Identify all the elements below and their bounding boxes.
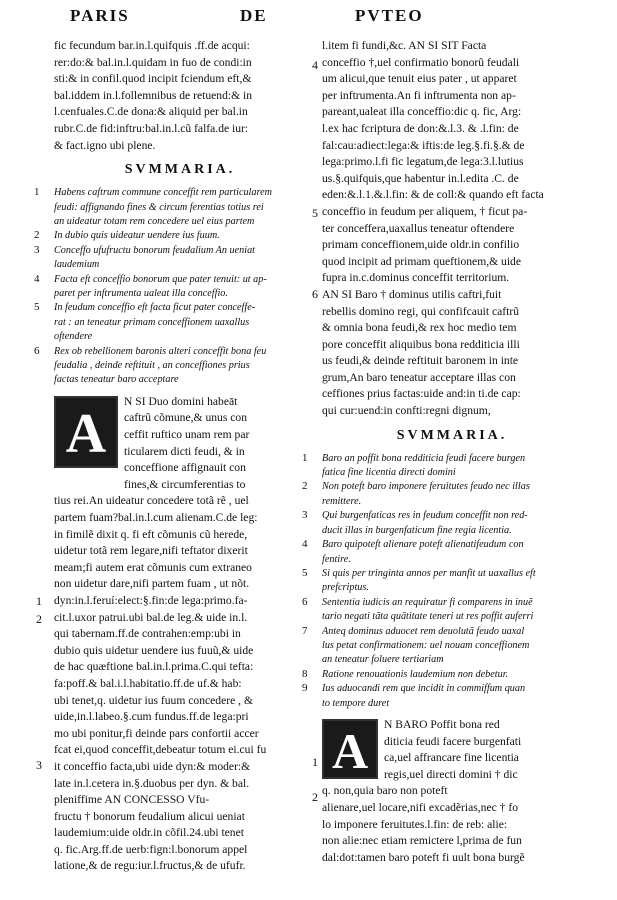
text-line: conceffio †,uel confirmatio bonorũ feudali [322,55,520,69]
text-line: cit.l.uxor patrui.ubi bal.de leg.& uide in.l. [54,610,248,624]
text-line: lo imponere feruitutes.l.fin: de reb: alie: [322,817,508,831]
text-line: rer:do:& bal.in.l.quidam in fuo de condi:in [54,55,252,69]
text-line: dal:dot:tamen baro poteft fi uult bona burgẽ [322,850,525,864]
summaria-item [34,344,306,388]
item-number: 1 [34,186,40,199]
right-column [302,38,582,866]
text-line: ubi tenet,q. uidetur ius fuum concedere , & [54,693,253,707]
item-text: factas teneatur baro acceptare [54,374,179,386]
text-line: primam conceffionem,uide oldr.in confilio [322,238,520,252]
text-line: pore conceffit aliquibus bona redditicia illi [322,337,520,351]
text-line: fines,& circumferentias to [124,477,246,491]
item-text: Ius aduocandi rem que incidit in commiffum quan [322,683,526,695]
decorated-initial: A [54,396,118,468]
text-line: quod incipit ad primam queftionem,& uide [322,254,521,268]
text-line: alienare,uel locare,nifi excadẽrias,nec † fo [322,800,519,814]
text-line: uide,in.l.labeo.§.cum fundus.ff.de lega:pri [54,710,249,724]
text-line: per inftrumenta.An fi inftrumenta non ap- [322,88,516,102]
text-line: ca,uel affrancare fine licentia [384,751,519,765]
item-text: rat : an teneatur primam conceffionem uaxallus [54,316,250,328]
text-line: diticia feudi facere burgenfati [384,734,522,748]
item-text: In dubio quis uideatur uendere ius fuum. [54,230,220,242]
text-line: lega:primo.l.fi fic legatum,de lega:3.l.lutius [322,155,524,169]
margin-number: 2 [312,790,318,804]
item-number: 6 [302,595,308,608]
text-line: partem fuam?bal.in.l.cum alienam.C.de leg: [54,511,258,524]
text-line: us.§.quifquis,que habentur in.l.edita .C. de [322,171,519,185]
summaria-item [34,301,306,344]
summaria-heading: SVMMARIA. [396,427,508,443]
summaria-item [302,566,582,596]
initial-paragraph [54,394,306,477]
text-line: conceffione affignauit con [124,461,246,475]
initial-paragraph [322,717,582,800]
text-line: dubio quis uidetur uendere ius fuuũ,& uide [54,643,254,657]
item-number: 5 [34,301,40,314]
text-line: tius rei.An uideatur concedere totã rẽ , uel [54,494,249,508]
text-line: regis,uel directi domini † dic [384,767,518,781]
left-body-text [54,477,306,875]
item-text: Qui burgenfaticas res in feudum conceffit non red- [322,510,528,522]
text-line: AN SI Baro † dominus utilis caftri,fuit [322,287,502,301]
text-line: l.item fi fundi,&c. AN SI SIT Facta [322,39,487,52]
text-line: de hac quæftione bal.in.l.prima.C.qui tefta: [54,660,254,674]
item-number: 4 [302,538,308,551]
item-text: Baro an poffit bona redditicia feudi facere burgen [322,452,526,464]
text-line: l.ex hac fcriptura de don:&.l.3. & .l.fin: de [322,121,519,135]
decorated-initial: A [322,719,378,779]
item-text: tario negati tãta quãtitate teneri ut res poffit auferri [322,611,534,623]
text-line: bal.iddem in.l.follemnibus de retuend:& in [54,88,253,102]
text-line: pleniffime AN CONCESSO Vfu- [54,793,210,807]
summaria-item [302,451,582,481]
summaria-item [302,667,582,682]
item-number: 4 [34,272,40,285]
summaria-list [302,451,582,711]
text-line: eden:&.l.1.&.l.fin: & de coll:& quando eft facta [322,188,544,202]
text-line: q. non,quia baro non poteft [322,784,448,798]
item-text: Facta eft conceffio bonorum que pater tenuit: ut ap- [54,273,267,285]
item-number: 1 [302,451,308,464]
item-text: lus petat confirmationem: uel nouam conceffionem [322,639,530,651]
summaria-item [34,229,306,243]
margin-number: 3 [36,758,42,772]
right-body-text [322,800,582,866]
text-line: latione,& de regu:iur.l.fructus,& de ufufr. [54,859,246,873]
item-text: Sententia iudicis an requiratur fi comparens in inuẽ [322,596,533,608]
item-text: Ratione renouationis laudemium non debetur. [322,668,509,680]
text-line: caftrũ cõmune,& unus con [124,411,247,425]
text-line: qui cur:uend:in confti:regni dignum, [322,404,491,418]
text-line: late in.l.cetera in.§.duobus per dyn. & bal. [54,776,250,790]
item-text: Conceffo ufufructu bonorum feudalium An ueniat [54,244,255,256]
right-top-text [322,38,582,420]
text-line: pareant,ualeat illa conceffio:dic q. fic, Arg: [322,105,522,119]
item-text: ducit illas in burgenfaticum fine regia licentia. [322,524,512,536]
text-line: qui tabernam.ff.de contrahen:emp:ubi in [54,627,241,641]
item-number: 2 [34,229,40,242]
margin-number: 4 [312,58,318,72]
item-text: In feudum conceffio eft facta ficut pater conceffe- [54,302,256,314]
margin-number: 1 [312,755,318,769]
text-line: uidetur totã rem legare,nifi teftator dixerit [54,544,248,558]
summaria-item [302,682,582,711]
item-text: to tempore duret [322,697,390,709]
summaria-item [34,243,306,273]
margin-number: 1 [36,594,42,608]
item-number: 6 [34,344,40,357]
item-text: an uideatur totam rem concedere uel eius partem [54,215,255,227]
text-line: us feudi,& deinde reftituit baronem in inte [322,354,519,368]
item-number: 7 [302,624,308,637]
text-line: fructu † bonorum feudalium alicui ueniat [54,809,245,823]
summaria-item [302,538,582,567]
item-text: Anteq dominus aduocet rem deuolutã feudo uaxal [322,625,525,637]
text-line: ticularem dicti feudi, & in [124,444,245,458]
text-line: & omnia bona feudi,& rex hoc medio tem [322,321,517,335]
text-line: fa:poff.& bal.i.l.habitatio.ff.de uf.& hab: [54,676,242,690]
text-line: sti:& in confil.quod incipit fciendum eft,& [54,72,252,86]
text-line: fcat ei,quod conceffit,debeatur totum ei.cui fu [54,743,267,757]
text-line: & fact.igno ubi plene. [54,138,156,152]
summaria-item [302,509,582,538]
item-text: fatica fine licentia directi domini [322,467,456,479]
text-line: um alicui,que tenuit eius pater , ut apparet [322,72,517,86]
item-number: 3 [34,243,40,256]
text-line: fic fecundum bar.in.l.quifquis .ff.de acqui: [54,39,250,52]
summaria-item [302,480,582,509]
text-line: ceffiones prius factas:uide and:in ti.de cap: [322,387,521,401]
item-number: 5 [302,566,308,579]
summaria-item [34,272,306,302]
item-text: prefcriptus. [322,582,369,594]
item-text: Habens caftrum commune conceffit rem particularem [54,187,272,199]
item-number: 2 [302,480,308,493]
text-line: mo ubi ponitur,fi deinde pars confortii accer [54,726,259,740]
margin-number: 2 [36,612,42,626]
item-number: 9 [302,682,308,695]
header-left: PARIS [70,6,130,25]
margin-number: 5 [312,206,318,220]
item-text: Rex ob rebellionem baronis alteri conceffit bona feu [54,345,267,357]
item-text: paret per inftrumenta ualeat illa conceffio. [54,288,228,299]
left-column [34,38,306,875]
text-line: non uidetur dare,nifi partem fuam , ut nõt. [54,577,250,591]
item-text: remittere. [322,495,362,507]
item-text: Baro quipoteft alienare poteft alienatifeudum con [322,539,524,551]
text-line: rebellis domino regi, qui confifcauit caftrũ [322,304,520,318]
header-center: DE [240,6,268,25]
text-line: meam;fi autem erat cõmunis cum extraneo [54,560,252,574]
left-top-text [54,38,306,154]
summaria-list [34,186,306,388]
text-line: ceffit ruftico unam rem par [124,428,250,442]
text-line: N SI Duo domini habeāt [124,394,238,408]
item-number: 3 [302,509,308,522]
text-line: fal:cau:adiect:lega:& iftis:de leg.§.fi.§.& de [322,138,525,152]
summaria-heading: SVMMARIA. [124,162,236,178]
text-line: N BARO Poffit bona red [384,717,500,731]
item-text: feudi: affignando fines & circum ferentias totius rei [54,201,264,213]
item-number: 8 [302,667,308,680]
text-line: conceffio in feudum per aliquem, † ficut pa- [322,204,528,218]
summaria-item [302,595,582,625]
running-header [0,4,617,32]
text-line: rubr.C.de fid:inftru:bal.in.l.cũ falfa.de iur: [54,121,249,135]
summaria-item [34,186,306,229]
header-right: PVTEO [355,6,424,25]
text-line: laudemium:uide oldr.in cõfil.24.ubi tenet [54,826,244,840]
item-text: oftendere [54,331,93,343]
item-text: Si quis per tringinta annos per manfit ut uaxallus eft [322,567,536,579]
margin-number: 6 [312,287,318,301]
item-text: an teneatur foluere tertiariam [322,654,444,666]
text-line: l.cenfuales.C.de dona:& aliquid per bal.in [54,105,248,119]
text-line: grum,An baro teneatur acceptare illas con [322,370,516,384]
text-line: fupra in.c.dominus conceffit territorium. [322,271,510,285]
text-line: it conceffio facta,ubi uide dyn:& moder:& [54,759,251,773]
text-line: ter conceffera,uaxallus teneatur oftendere [322,221,515,235]
item-text: fentire. [322,553,351,565]
text-line: in fimilẽ dixit q. fi eft cõmunis cũ herede, [54,527,248,541]
text-line: non alie:nec etiam remictere l,prima de fun [322,834,522,848]
text-line: q. fic.Arg.ff.de uerb:fign:l.bonorum appel [54,842,248,856]
summaria-item [302,624,582,668]
item-text: feudalia , deinde reftituit , an conceffiones prius [54,360,250,372]
text-line: dyn:in.l.feruí:elect:§.fin:de lega:primo.fa- [54,593,248,607]
item-text: laudemium [54,259,100,271]
item-text: Non poteft baro imponere feruitutes feudo nec illas [322,481,530,493]
